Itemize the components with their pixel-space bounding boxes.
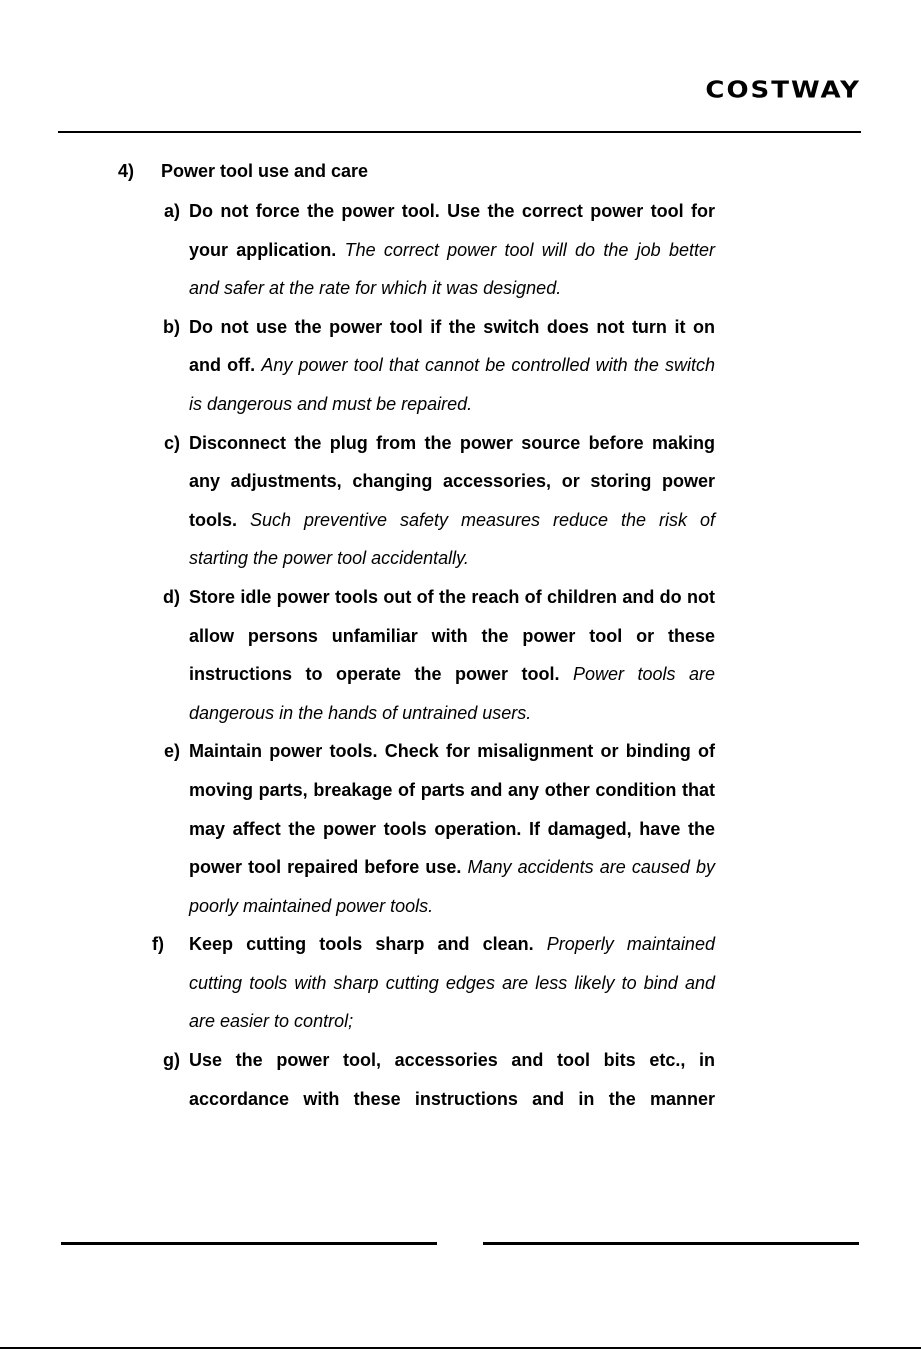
item-bold-text: Maintain power tools. Check for misalignment or binding of moving parts, breakage of parts and any other condition that may affect the power tools operation. If damaged, have the power tool repaired before use. <box>189 741 715 878</box>
item-text <box>189 308 715 424</box>
footer-divider-right <box>483 1242 859 1245</box>
list-item-e <box>0 732 921 925</box>
list-item-d <box>0 578 921 732</box>
item-italic-text: Properly maintained cutting tools with sharp cutting edges are less likely to bind and are easier to control; <box>189 934 715 1032</box>
item-marker: b) <box>163 316 180 337</box>
section-number: 4) <box>118 161 135 181</box>
list-item-c <box>0 424 921 578</box>
item-text <box>189 1041 715 1118</box>
item-text <box>189 424 715 578</box>
item-bold-text: Do not use the power tool if the switch does not turn it on and off. <box>189 316 715 376</box>
brand-logo: COSTWAY <box>705 77 861 104</box>
footer-divider-left <box>61 1242 437 1245</box>
instruction-list <box>0 192 921 1118</box>
item-italic-text: Such preventive safety measures reduce the risk of starting the power tool accidentally. <box>189 509 715 569</box>
section-heading <box>118 160 368 182</box>
item-bold-text: Use the power tool, accessories and tool bits etc., in accordance with these instructions and in the manner <box>189 1050 715 1109</box>
header-divider <box>58 131 861 133</box>
item-text <box>189 192 715 308</box>
item-italic-text: Any power tool that cannot be controlled with the switch is dangerous and must be repaired. <box>189 355 715 414</box>
item-marker: e) <box>163 741 180 762</box>
item-marker: c) <box>163 432 180 453</box>
list-item-b <box>0 308 921 424</box>
item-marker: a) <box>163 201 180 221</box>
section-title: Power tool use and care <box>161 161 369 181</box>
item-marker: d) <box>163 586 180 607</box>
list-item-f <box>0 925 921 1041</box>
item-text <box>189 732 715 925</box>
item-bold-text: Disconnect the plug from the power source before making any adjustments, changing accessories, or storing power tools. <box>189 432 715 530</box>
item-text <box>189 578 715 732</box>
item-text <box>189 925 715 1041</box>
list-item-g <box>0 1041 921 1118</box>
item-italic-text: The correct power tool will do the job better and safer at the rate for which it was designed. <box>189 239 715 299</box>
item-marker: f) <box>152 934 164 955</box>
list-item-a <box>0 192 921 308</box>
item-marker: g) <box>163 1050 180 1071</box>
item-bold-text: Keep cutting tools sharp and clean. <box>189 934 534 955</box>
item-bold-text: Do not force the power tool. Use the correct power tool for your application. <box>189 201 715 260</box>
item-italic-text: Many accidents are caused by poorly maintained power tools. <box>189 857 715 916</box>
item-bold-text: Store idle power tools out of the reach of children and do not allow persons unfamiliar with the power tool or these instructions to operate the power tool. <box>189 586 715 685</box>
item-italic-text: Power tools are dangerous in the hands of untrained users. <box>189 664 715 723</box>
